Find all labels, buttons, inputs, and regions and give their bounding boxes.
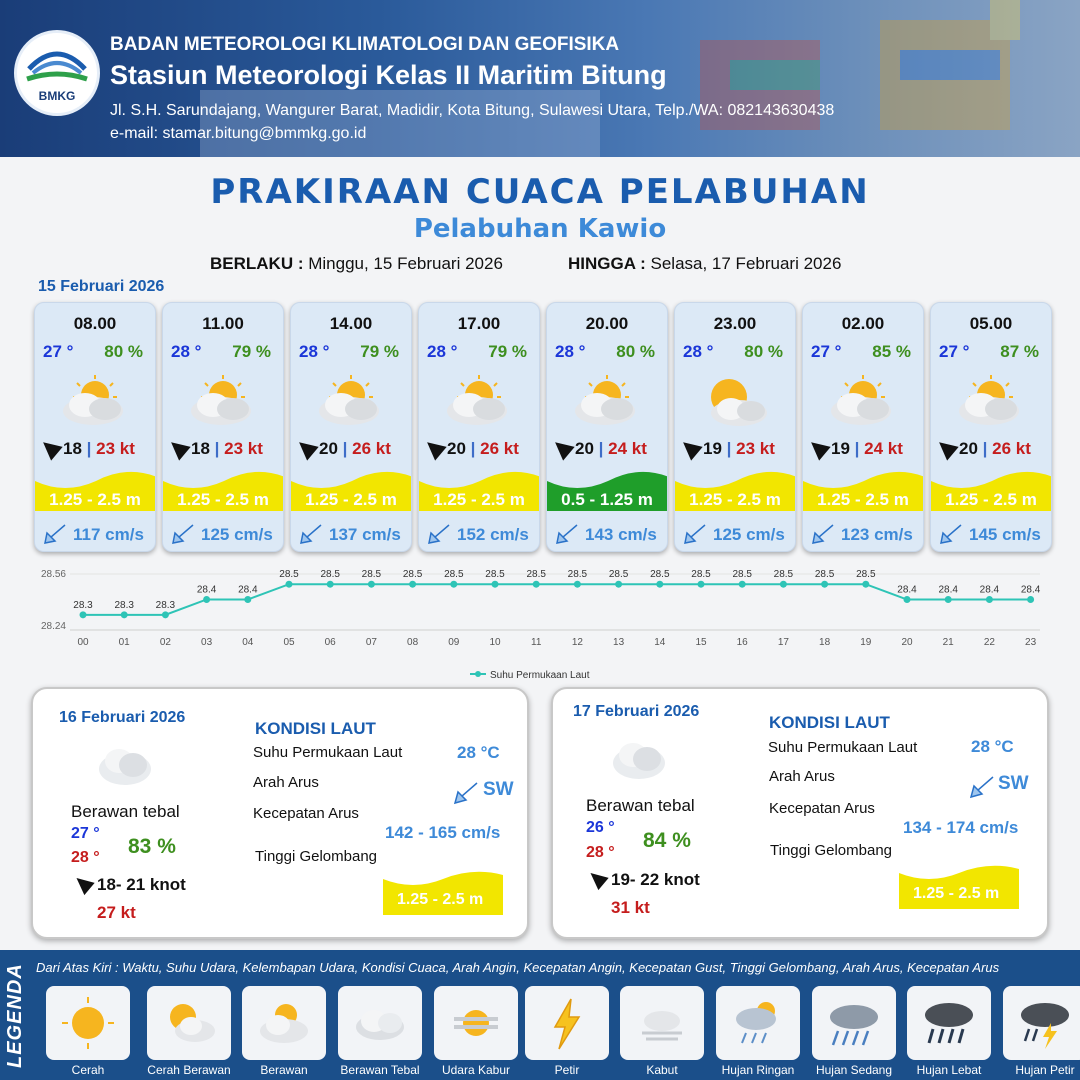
legend-item-label: Cerah — [71, 1063, 105, 1077]
chart-x-tick-label: 19 — [860, 637, 872, 648]
light-rain-icon — [728, 993, 788, 1053]
chart-x-tick-label: 07 — [365, 637, 377, 648]
legend-item — [812, 986, 896, 1060]
chart-x-tick-label: 06 — [324, 637, 336, 648]
hour-wind-speed: 18 — [63, 439, 82, 458]
chart-legend-label: Suhu Permukaan Laut — [490, 670, 590, 681]
legend-item — [1003, 986, 1080, 1060]
heavy-rain-icon — [919, 993, 979, 1053]
chart-point — [492, 581, 499, 588]
validity-to — [568, 254, 841, 274]
legend-item — [338, 986, 422, 1060]
current-speed-value: 134 - 174 cm/s — [903, 818, 1019, 837]
chart-x-tick-label: 21 — [942, 637, 954, 648]
bmkg-logo — [14, 30, 100, 116]
chart-point — [286, 581, 293, 588]
chart-point — [698, 581, 705, 588]
cloud-sun-icon — [439, 371, 519, 431]
chart-data-label: 28.5 — [814, 569, 835, 581]
thick-cloud-icon — [350, 993, 410, 1053]
day-humidity: 83 % — [128, 835, 176, 858]
legend-item-label: Hujan Petir — [1015, 1063, 1075, 1077]
chart-y-tick-label: 28.56 — [40, 569, 66, 580]
chart-point — [574, 581, 581, 588]
day1-date: 15 Februari 2026 — [38, 278, 165, 295]
hour-card — [34, 302, 156, 552]
hour-wind-speed: 20 — [319, 439, 338, 458]
wind-direction-icon — [71, 872, 94, 895]
legend-item-label: Hujan Sedang — [815, 1063, 893, 1077]
sea-condition-title: KONDISI LAUT — [255, 719, 376, 738]
hour-humidity: 80 % — [744, 342, 783, 361]
validity-from-label: BERLAKU : — [210, 254, 304, 273]
chart-x-tick-label: 13 — [613, 637, 625, 648]
hour-current-speed: 143 cm/s — [585, 525, 657, 544]
hour-gust: 26 kt — [992, 439, 1031, 458]
page-title: PRAKIRAAN CUACA PELABUHAN — [210, 172, 870, 212]
lightning-icon — [537, 993, 597, 1053]
legend-item-label: Hujan Lebat — [916, 1063, 982, 1077]
wind-separator: | — [470, 439, 476, 458]
day-wind-speed: 18- 21 knot — [97, 875, 186, 894]
chart-x-tick-label: 14 — [654, 637, 666, 648]
hour-gust: 24 kt — [608, 439, 647, 458]
sea-surface-temperature-chart — [0, 560, 1080, 685]
chart-data-label: 28.3 — [73, 599, 93, 611]
day-temp-max: 28 ° — [71, 849, 100, 866]
chart-point — [450, 581, 457, 588]
wind-direction-icon — [805, 435, 830, 460]
hour-gust: 26 kt — [352, 439, 391, 458]
chart-data-label: 28.5 — [279, 569, 299, 581]
wind-direction-icon — [293, 435, 318, 460]
chart-x-tick-label: 11 — [531, 637, 542, 648]
header-banner — [0, 0, 1080, 157]
legend-item — [242, 986, 326, 1060]
chart-point — [409, 581, 416, 588]
hour-wind — [809, 439, 919, 459]
cloud-sun-icon — [254, 993, 314, 1053]
chart-point — [533, 581, 540, 588]
hour-humidity: 80 % — [616, 342, 655, 361]
day-gust: 27 kt — [97, 903, 136, 922]
chart-data-label: 28.5 — [732, 569, 752, 581]
hour-wave-height: 1.25 - 2.5 m — [49, 490, 141, 509]
hour-wave-height: 1.25 - 2.5 m — [817, 490, 909, 509]
hour-wind — [937, 439, 1047, 459]
chart-point — [244, 596, 251, 603]
legend-item — [147, 986, 231, 1060]
hour-time: 14.00 — [329, 314, 373, 333]
hour-wave-height: 1.25 - 2.5 m — [433, 490, 525, 509]
hour-humidity: 79 % — [360, 342, 399, 361]
cloud-sun-icon — [823, 371, 903, 431]
hour-time: 05.00 — [969, 314, 1013, 333]
chart-x-tick-label: 18 — [819, 637, 831, 648]
wind-direction-icon — [585, 867, 608, 890]
chart-data-label: 28.3 — [114, 599, 134, 611]
sun-icon — [58, 993, 118, 1053]
hour-current — [555, 523, 657, 545]
hour-temperature: 28 ° — [427, 342, 458, 361]
chart-data-label: 28.5 — [650, 569, 670, 581]
chart-series-line — [83, 584, 1031, 615]
hour-wave-height: 1.25 - 2.5 m — [177, 490, 269, 509]
current-speed-label: Kecepatan Arus — [769, 800, 875, 817]
day-temp-max: 28 ° — [586, 844, 615, 861]
hour-time: 08.00 — [73, 314, 117, 333]
current-direction-label: Arah Arus — [253, 774, 319, 791]
day-wind-speed: 19- 22 knot — [611, 870, 700, 889]
chart-data-label: 28.5 — [773, 569, 794, 581]
legend-item — [716, 986, 800, 1060]
hour-wind — [41, 439, 151, 459]
thick-cloud-icon — [607, 735, 671, 785]
legend-item — [46, 986, 130, 1060]
day-forecast-17 — [551, 687, 1049, 939]
chart-x-tick-label: 10 — [489, 637, 501, 648]
chart-data-label: 28.4 — [979, 584, 1000, 596]
hour-humidity: 85 % — [872, 342, 911, 361]
chart-x-tick-label: 23 — [1025, 637, 1037, 648]
day-wind — [75, 875, 186, 895]
hour-gust: 26 kt — [480, 439, 519, 458]
chart-point — [121, 611, 128, 618]
hour-temperature: 27 ° — [811, 342, 842, 361]
chart-data-label: 28.5 — [608, 569, 629, 581]
hour-current — [299, 523, 401, 545]
hour-current-speed: 145 cm/s — [969, 525, 1041, 544]
fog-icon — [632, 993, 692, 1053]
hour-humidity: 87 % — [1000, 342, 1039, 361]
chart-data-label: 28.5 — [856, 569, 876, 581]
hour-gust: 23 kt — [96, 439, 135, 458]
chart-point — [80, 611, 87, 618]
current-direction-icon — [939, 523, 963, 545]
chart-point — [986, 596, 993, 603]
chart-x-tick-label: 22 — [983, 637, 995, 648]
current-direction-icon — [43, 523, 67, 545]
chart-point — [656, 581, 663, 588]
legend-item — [434, 986, 518, 1060]
chart-data-label: 28.4 — [897, 584, 917, 596]
current-direction-value: SW — [483, 779, 514, 800]
chart-data-label: 28.5 — [691, 569, 711, 581]
sun-cloud-icon — [695, 371, 775, 431]
hour-current-speed: 117 cm/s — [73, 525, 144, 544]
chart-point — [368, 581, 375, 588]
hour-wave-height: 1.25 - 2.5 m — [945, 490, 1037, 509]
legend-item-label: Petir — [554, 1063, 580, 1077]
legend-item — [907, 986, 991, 1060]
legend-item-label: Berawan Tebal — [340, 1063, 420, 1077]
station-address: Jl. S.H. Sarundajang, Wangurer Barat, Madidir, Kota Bitung, Sulawesi Utara, Telp./WA: 082143630438 — [110, 102, 835, 119]
chart-data-label: 28.5 — [361, 569, 382, 581]
cloud-sun-icon — [311, 371, 391, 431]
chart-point — [615, 581, 622, 588]
validity-to-label: HINGGA : — [568, 254, 646, 273]
cloud-sun-icon — [951, 371, 1031, 431]
hour-gust: 23 kt — [224, 439, 263, 458]
chart-data-label: 28.5 — [444, 569, 464, 581]
validity-from — [210, 254, 503, 274]
day-temp-min: 26 ° — [586, 819, 615, 836]
chart-x-tick-label: 03 — [201, 637, 213, 648]
hour-temperature: 28 ° — [299, 342, 330, 361]
wind-separator: | — [86, 439, 92, 458]
chart-point — [862, 581, 869, 588]
legend-description: Dari Atas Kiri : Waktu, Suhu Udara, Kelembapan Udara, Kondisi Cuaca, Arah Angin, Kecepatan Angin, Kecepatan Gust, Tinggi Gelombang, Arah Arus, Kecepatan Arus — [36, 960, 1000, 975]
chart-data-label: 28.4 — [196, 584, 217, 596]
hour-current-speed: 125 cm/s — [713, 525, 785, 544]
hour-wave-height: 0.5 - 1.25 m — [561, 490, 653, 509]
hour-card — [290, 302, 412, 552]
sst-label: Suhu Permukaan Laut — [253, 744, 403, 761]
current-direction-icon — [299, 523, 323, 545]
wind-direction-icon — [165, 435, 190, 460]
chart-x-tick-label: 15 — [695, 637, 707, 648]
wind-separator: | — [598, 439, 604, 458]
hour-wind — [425, 439, 535, 459]
chart-point — [1027, 596, 1034, 603]
wind-direction-icon — [933, 435, 958, 460]
hour-card — [418, 302, 540, 552]
hour-current — [171, 523, 273, 545]
day-forecast-16 — [31, 687, 529, 939]
hour-current-speed: 123 cm/s — [841, 525, 913, 544]
current-direction-icon — [811, 523, 835, 545]
chart-x-tick-label: 00 — [77, 637, 89, 648]
chart-x-tick-label: 20 — [901, 637, 913, 648]
hour-humidity: 79 % — [488, 342, 527, 361]
hour-time: 20.00 — [585, 314, 629, 333]
chart-point — [904, 596, 911, 603]
wave-height-value: 1.25 - 2.5 m — [397, 891, 484, 908]
wind-separator: | — [982, 439, 988, 458]
legend-item-label: Hujan Ringan — [721, 1063, 795, 1077]
validity-from-value: Minggu, 15 Februari 2026 — [308, 254, 503, 273]
hour-humidity: 79 % — [232, 342, 271, 361]
day-gust: 31 kt — [611, 898, 650, 917]
current-direction-icon — [969, 775, 995, 799]
chart-point — [945, 596, 952, 603]
chart-x-tick-label: 09 — [448, 637, 460, 648]
chart-x-tick-label: 04 — [242, 637, 254, 648]
thunderstorm-icon — [1015, 993, 1075, 1053]
sst-value: 28 °C — [971, 737, 1014, 756]
wind-separator: | — [854, 439, 860, 458]
wind-separator: | — [214, 439, 220, 458]
chart-x-tick-label: 12 — [571, 637, 583, 648]
hour-wind-speed: 20 — [575, 439, 594, 458]
legend-item-label: Kabut — [646, 1063, 678, 1077]
hour-wind — [169, 439, 279, 459]
legend-item — [620, 986, 704, 1060]
hour-gust: 23 kt — [736, 439, 775, 458]
cloud-sun-icon — [567, 371, 647, 431]
wave-height-label: Tinggi Gelombang — [770, 842, 893, 859]
chart-point — [780, 581, 787, 588]
hour-time: 17.00 — [457, 314, 501, 333]
legend-item-label: Udara Kabur — [441, 1063, 511, 1077]
chart-point — [821, 581, 828, 588]
current-direction-value: SW — [998, 773, 1029, 794]
day-wind — [589, 870, 700, 890]
hour-wind-speed: 18 — [191, 439, 210, 458]
wind-separator: | — [342, 439, 348, 458]
station-email: e-mail: stamar.bitung@bmmkg.go.id — [110, 125, 367, 142]
hour-wave-height: 1.25 - 2.5 m — [689, 490, 781, 509]
day-temp-min: 27 ° — [71, 825, 100, 842]
day-condition: Berawan tebal — [586, 796, 695, 815]
chart-y-tick-label: 28.24 — [40, 621, 66, 632]
chart-data-label: 28.4 — [938, 584, 958, 596]
validity-to-value: Selasa, 17 Februari 2026 — [650, 254, 842, 273]
current-direction-icon — [555, 523, 579, 545]
chart-data-label: 28.4 — [238, 584, 258, 596]
organization-name: BADAN METEOROLOGI KLIMATOLOGI DAN GEOFISIKA — [110, 34, 620, 55]
chart-data-label: 28.5 — [526, 569, 546, 581]
hour-card — [162, 302, 284, 552]
hour-current — [43, 523, 144, 545]
chart-data-label: 28.5 — [402, 569, 423, 581]
hour-current — [939, 523, 1041, 545]
wave-height-label: Tinggi Gelombang — [255, 848, 378, 865]
hour-current-speed: 152 cm/s — [457, 525, 529, 544]
wave-height-value: 1.25 - 2.5 m — [913, 885, 1000, 902]
chart-x-tick-label: 17 — [777, 637, 789, 648]
chart-legend-marker — [475, 671, 481, 677]
chart-point — [203, 596, 210, 603]
hour-current — [683, 523, 785, 545]
port-name: Pelabuhan Kawio — [413, 214, 667, 244]
hour-time: 02.00 — [841, 314, 885, 333]
sea-condition-title: KONDISI LAUT — [769, 713, 890, 732]
current-direction-label: Arah Arus — [769, 768, 835, 785]
chart-data-label: 28.5 — [485, 569, 505, 581]
hour-current — [811, 523, 913, 545]
cloud-sun-icon — [183, 371, 263, 431]
sst-label: Suhu Permukaan Laut — [768, 739, 918, 756]
chart-x-tick-label: 16 — [736, 637, 748, 648]
hour-temperature: 28 ° — [555, 342, 586, 361]
legend-item-label: Cerah Berawan — [147, 1063, 231, 1077]
sun-cloud-icon — [159, 993, 219, 1053]
sst-value: 28 °C — [457, 743, 500, 762]
day-condition: Berawan tebal — [71, 802, 180, 821]
logo-text: BMKG — [38, 89, 76, 103]
wind-direction-icon — [677, 435, 702, 460]
station-name: Stasiun Meteorologi Kelas II Maritim Bitung — [110, 60, 667, 90]
hour-temperature: 28 ° — [683, 342, 714, 361]
hour-wind-speed: 20 — [959, 439, 978, 458]
thick-cloud-icon — [93, 741, 157, 791]
current-speed-label: Kecepatan Arus — [253, 805, 359, 822]
legend-item-label: Berawan — [260, 1063, 308, 1077]
hour-card — [930, 302, 1052, 552]
hour-wind-speed: 19 — [831, 439, 850, 458]
hour-current — [427, 523, 529, 545]
hour-temperature: 28 ° — [171, 342, 202, 361]
moderate-rain-icon — [824, 993, 884, 1053]
chart-point — [162, 611, 169, 618]
wind-direction-icon — [37, 435, 62, 460]
hour-current-speed: 137 cm/s — [329, 525, 401, 544]
hour-temperature: 27 ° — [939, 342, 970, 361]
hour-current-speed: 125 cm/s — [201, 525, 273, 544]
hour-card — [674, 302, 796, 552]
hour-wind — [681, 439, 791, 459]
hour-time: 11.00 — [202, 314, 244, 333]
cloud-sun-icon — [55, 371, 135, 431]
hour-card — [802, 302, 924, 552]
legend-item — [525, 986, 609, 1060]
hour-wind — [297, 439, 407, 459]
wind-direction-icon — [549, 435, 574, 460]
chart-data-label: 28.5 — [320, 569, 340, 581]
hour-temperature: 27 ° — [43, 342, 74, 361]
hour-humidity: 80 % — [104, 342, 143, 361]
current-direction-icon — [453, 781, 479, 805]
hour-wave-height: 1.25 - 2.5 m — [305, 490, 397, 509]
day-date: 17 Februari 2026 — [573, 703, 700, 720]
wind-direction-icon — [421, 435, 446, 460]
hour-wind-speed: 19 — [703, 439, 722, 458]
hour-wind-speed: 20 — [447, 439, 466, 458]
current-speed-value: 142 - 165 cm/s — [385, 823, 501, 842]
legend-title: LEGENDA — [4, 963, 26, 1068]
chart-x-tick-label: 02 — [159, 637, 171, 648]
chart-data-label: 28.3 — [155, 599, 176, 611]
chart-data-label: 28.4 — [1020, 584, 1041, 596]
haze-icon — [446, 993, 506, 1053]
current-direction-icon — [171, 523, 195, 545]
hour-card — [546, 302, 668, 552]
hour-time: 23.00 — [713, 314, 757, 333]
day-humidity: 84 % — [643, 829, 691, 852]
chart-x-tick-label: 08 — [407, 637, 419, 648]
day-date: 16 Februari 2026 — [59, 709, 186, 726]
chart-x-tick-label: 01 — [118, 637, 130, 648]
hour-wind — [553, 439, 663, 459]
current-direction-icon — [683, 523, 707, 545]
chart-x-tick-label: 05 — [283, 637, 295, 648]
wind-separator: | — [726, 439, 732, 458]
chart-data-label: 28.5 — [567, 569, 588, 581]
hour-gust: 24 kt — [864, 439, 903, 458]
chart-point — [327, 581, 334, 588]
current-direction-icon — [427, 523, 451, 545]
chart-point — [739, 581, 746, 588]
